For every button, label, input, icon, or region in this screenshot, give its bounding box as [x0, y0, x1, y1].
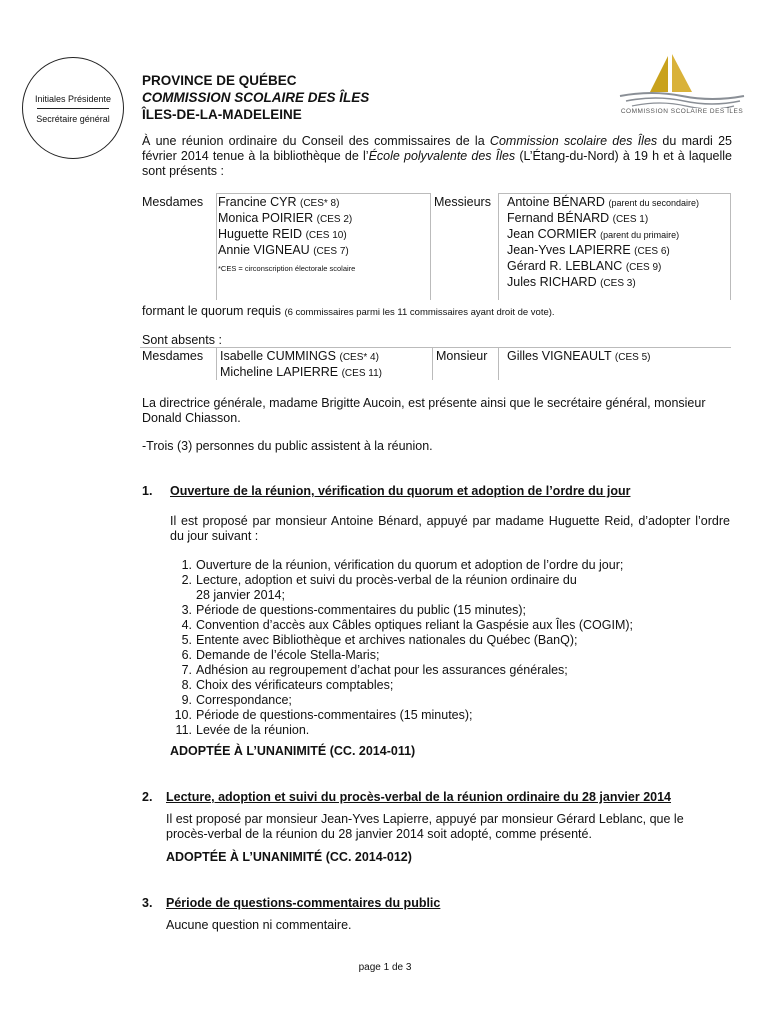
agenda-item [170, 723, 633, 738]
absent-table [140, 347, 731, 380]
person-row [507, 259, 699, 275]
agenda-item-text [196, 708, 473, 723]
initials-president-label: Initiales Présidente [34, 94, 112, 104]
section-3-title: Période de questions-commentaires du public [166, 896, 441, 910]
mesdames-label: Mesdames [142, 195, 204, 209]
person-ces: (CES 10) [305, 230, 347, 241]
initials-secretary-label: Secrétaire général [36, 114, 110, 124]
agenda-item-number: 7. [181, 663, 192, 677]
agenda-item [170, 633, 633, 648]
person-name: Jean CORMIER [507, 227, 597, 241]
agenda-item-text [196, 723, 309, 738]
page-number: page 1 de 3 [358, 962, 412, 973]
agenda-item [170, 708, 633, 723]
person-ces: (CES 11) [341, 368, 382, 379]
agenda-item-line: Choix des vérificateurs comptables; [196, 678, 394, 692]
section-3-text: Aucune question ni commentaire. [166, 918, 352, 932]
section-2-adopted: ADOPTÉE À L’UNANIMITÉ (CC. 2014-012) [166, 850, 412, 864]
person-name: Gérard R. LEBLANC [507, 259, 623, 273]
agenda-item-text [196, 633, 578, 648]
agenda-item-number: 10. [174, 708, 192, 722]
person-name: Annie VIGNEAU [218, 243, 310, 257]
agenda-item-number: 4. [181, 618, 192, 632]
person-ces: (CES 6) [634, 246, 670, 257]
section-1-proposal: Il est proposé par monsieur Antoine Bénard, appuyé par madame Huguette Reid, d’adopter l’ordre du jour suivant : [170, 514, 730, 543]
agenda-item-text [196, 558, 623, 573]
person-name: Jules RICHARD [507, 275, 597, 289]
section-2-number: 2. [142, 790, 153, 804]
absent-mesdames-list [220, 349, 382, 381]
person-row [507, 275, 699, 291]
section-2-title: Lecture, adoption et suivi du procès-verbal de la réunion ordinaire du 28 janvier 2014 [166, 790, 672, 804]
agenda-item-text [196, 603, 526, 618]
absent-mesdames-label: Mesdames [142, 349, 204, 363]
agenda-item [170, 573, 633, 603]
agenda-item-text [196, 573, 577, 603]
intro-text-1: À une réunion ordinaire du Conseil des commissaires de la [142, 134, 490, 148]
table-border [216, 347, 217, 380]
table-border [140, 347, 731, 348]
agenda-item-number: 9. [181, 693, 192, 707]
table-border [730, 193, 731, 300]
person-row [220, 349, 382, 365]
section-1-number: 1. [142, 484, 153, 498]
agenda-item [170, 678, 633, 693]
person-name: Huguette REID [218, 227, 303, 241]
agenda-item-number: 11. [175, 723, 192, 737]
public-attendance: -Trois (3) personnes du public assistent à la réunion. [142, 439, 433, 453]
agenda-item-number: 3. [181, 603, 192, 617]
section-1-title: Ouverture de la réunion, vérification du quorum et adoption de l’ordre du jour [170, 484, 631, 498]
person-row [507, 195, 699, 211]
person-row [218, 243, 352, 259]
absent-monsieur-ces: (CES 5) [614, 352, 651, 363]
quorum-main: formant le quorum requis [142, 304, 285, 318]
agenda-list [170, 558, 633, 738]
agenda-item [170, 558, 633, 573]
agenda-item-line: Correspondance; [196, 693, 292, 707]
sailboat-logo-icon [612, 52, 752, 108]
person-name: Francine CYR [218, 195, 297, 209]
document-header [142, 72, 369, 123]
person-ces: (CES 3) [600, 278, 636, 289]
intro-school: École polyvalente des Îles [368, 149, 516, 163]
person-ces: (parent du primaire) [600, 230, 680, 240]
agenda-item [170, 618, 633, 633]
person-row [220, 365, 382, 381]
person-row [507, 211, 699, 227]
agenda-item-line: Ouverture de la réunion, vérification du quorum et adoption de l’ordre du jour; [196, 558, 624, 572]
person-ces: (CES* 4) [339, 352, 379, 363]
person-ces: (CES 7) [313, 246, 349, 257]
person-row [507, 227, 699, 243]
agenda-item-number: 1. [181, 558, 192, 572]
agenda-item [170, 648, 633, 663]
ces-footnote: *CES = circonscription électorale scolaire [218, 264, 356, 273]
agenda-item-line: Demande de l’école Stella-Maris; [196, 648, 380, 662]
agenda-item-text [196, 693, 292, 708]
intro-text-2: du mardi 25 février 2014 tenue à la bibliothèque de l’ [142, 134, 733, 163]
person-ces: (parent du secondaire) [608, 198, 700, 208]
person-row [218, 195, 352, 211]
person-name: Antoine BÉNARD [507, 195, 605, 209]
agenda-item [170, 693, 633, 708]
person-ces: (CES* 8) [299, 198, 340, 209]
header-province: PROVINCE DE QUÉBEC [142, 73, 297, 88]
commission-logo [612, 52, 752, 122]
intro-text-3: (L’Étang-du-Nord) à 19 h et à laquelle sont présents : [142, 149, 732, 178]
header-region: ÎLES-DE-LA-MADELEINE [142, 107, 302, 122]
director-general-paragraph: La directrice générale, madame Brigitte Aucoin, est présente ainsi que le secrétaire général, monsieur Donald Chiasson. [142, 396, 706, 425]
absent-monsieur-name: Gilles VIGNEAULT [507, 349, 612, 363]
agenda-item-line: Entente avec Bibliothèque et archives nationales du Québec (BanQ); [196, 633, 578, 647]
table-border [498, 193, 730, 194]
agenda-item-line: Convention d’accès aux Câbles optiques reliant la Gaspésie aux Îles (COGIM); [196, 618, 634, 632]
agenda-item [170, 663, 633, 678]
person-ces: (CES 9) [625, 262, 662, 273]
person-name: Micheline LAPIERRE [220, 365, 339, 379]
intro-organisation: Commission scolaire des Îles [489, 134, 658, 148]
table-border [432, 347, 433, 380]
mesdames-present-list [218, 195, 352, 259]
agenda-item-number: 2. [181, 573, 192, 587]
quorum-statement [142, 304, 555, 320]
section-2-proposal: Il est proposé par monsieur Jean-Yves Lapierre, appuyé par monsieur Gérard Leblanc, que le procès-verbal de la réunion du 28 janvier 2014 soit adopté, comme présenté. [166, 812, 684, 841]
agenda-item-line: Lecture, adoption et suivi du procès-verbal de la réunion ordinaire du [196, 573, 577, 587]
agenda-item-line: Période de questions-commentaires du public (15 minutes); [196, 603, 527, 617]
present-table [140, 193, 730, 300]
messieurs-label: Messieurs [434, 195, 491, 209]
absent-monsieur-label: Monsieur [436, 349, 488, 363]
agenda-item-number: 6. [181, 648, 192, 662]
agenda-item-number: 5. [181, 633, 192, 647]
agenda-item-number: 8. [181, 678, 192, 692]
table-border [216, 193, 430, 194]
table-border [498, 347, 499, 380]
person-name: Fernand BÉNARD [507, 211, 610, 225]
person-row [218, 227, 352, 243]
section-3-number: 3. [142, 896, 153, 910]
person-ces: (CES 1) [612, 214, 649, 225]
agenda-item-text [196, 678, 393, 693]
header-commission: COMMISSION SCOLAIRE DES ÎLES [142, 90, 370, 105]
person-name: Isabelle CUMMINGS [220, 349, 336, 363]
agenda-item-text [196, 618, 633, 633]
initials-divider [37, 108, 109, 109]
agenda-item-line: Adhésion au regroupement d’achat pour les assurances générales; [196, 663, 568, 677]
person-row [507, 243, 699, 259]
absent-monsieur [507, 349, 650, 365]
person-ces: (CES 2) [316, 214, 353, 225]
initials-stamp [22, 57, 124, 159]
table-border [430, 193, 431, 300]
agenda-item-text [196, 663, 568, 678]
agenda-item-line: 28 janvier 2014; [196, 588, 285, 602]
person-row [218, 211, 352, 227]
absent-title: Sont absents : [142, 333, 222, 347]
agenda-item-line: Période de questions-commentaires (15 minutes); [196, 708, 473, 722]
logo-text: COMMISSION SCOLAIRE DES ÎLES [620, 108, 744, 115]
agenda-item [170, 603, 633, 618]
quorum-detail: (6 commissaires parmi les 11 commissaires ayant droit de vote). [284, 307, 555, 318]
section-1-adopted: ADOPTÉE À L’UNANIMITÉ (CC. 2014-011) [170, 744, 416, 758]
agenda-item-line: Levée de la réunion. [196, 723, 310, 737]
intro-paragraph [142, 134, 732, 179]
table-border [216, 193, 217, 300]
table-border [498, 193, 499, 300]
agenda-item-text [196, 648, 379, 663]
messieurs-present-list [507, 195, 699, 291]
person-name: Jean-Yves LAPIERRE [507, 243, 631, 257]
person-name: Monica POIRIER [218, 211, 314, 225]
